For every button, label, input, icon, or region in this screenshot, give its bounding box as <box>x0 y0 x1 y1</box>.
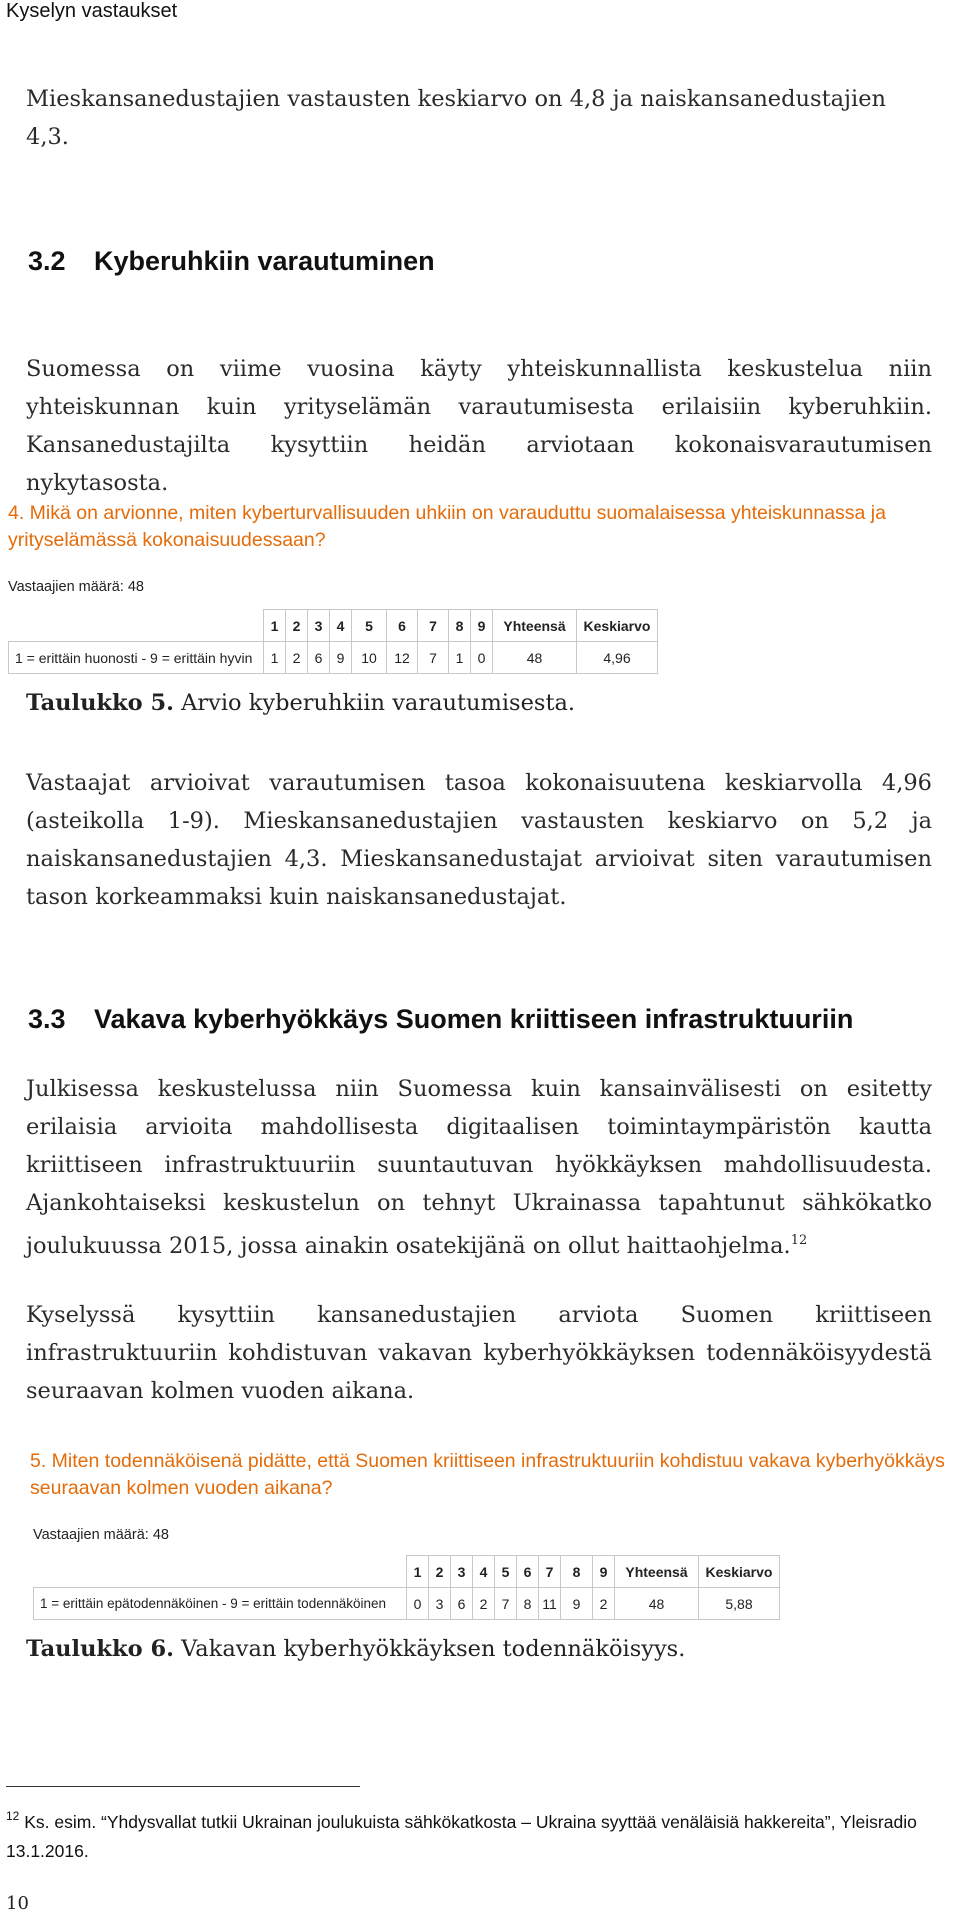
table-corner-cell <box>9 610 264 642</box>
section-3-3-paragraph-2: Kyselyssä kysyttiin kansanedustajien arviota Suomen kriittiseen infrastruktuuriin kohdistuvan vakavan kyberhyökkäyksen todennäköisyydestä seuraavan kolmen vuoden aikana. <box>26 1302 932 1404</box>
table-header-cell: 3 <box>308 610 330 642</box>
caption-label: Taulukko 5. <box>26 690 174 716</box>
caption-label: Taulukko 6. <box>26 1636 174 1662</box>
table-cell: 9 <box>330 642 352 674</box>
table-row <box>9 642 658 674</box>
table-cell: 10 <box>352 642 387 674</box>
table-5-caption <box>26 690 575 716</box>
table-cell: 5,88 <box>699 1588 780 1620</box>
table-cell: 11 <box>539 1588 561 1620</box>
table-cell: 6 <box>308 642 330 674</box>
table-cell: 48 <box>615 1588 699 1620</box>
table-row <box>34 1588 780 1620</box>
table-header-cell: 8 <box>449 610 471 642</box>
table-cell: 2 <box>473 1588 495 1620</box>
results-table-4 <box>8 609 658 674</box>
table-header-cell: Keskiarvo <box>577 610 658 642</box>
table-header-cell: 2 <box>286 610 308 642</box>
footnote <box>6 1802 951 1866</box>
table-header-cell: 3 <box>451 1556 473 1588</box>
section-number: 3.2 <box>28 246 66 276</box>
table-header-cell: 4 <box>473 1556 495 1588</box>
table-cell: 2 <box>286 642 308 674</box>
table-cell: 8 <box>517 1588 539 1620</box>
table-header-cell: 9 <box>471 610 493 642</box>
table-header-cell: 5 <box>495 1556 517 1588</box>
table-cell: 1 <box>264 642 286 674</box>
section-title: Kyberuhkiin varautuminen <box>94 246 435 276</box>
table-header-cell: Keskiarvo <box>699 1556 780 1588</box>
respondent-count: Vastaajien määrä: 48 <box>8 579 144 595</box>
table-cell: 12 <box>387 642 418 674</box>
footnote-divider <box>6 1786 360 1787</box>
table-cell: 9 <box>561 1588 593 1620</box>
section-3-2-paragraph: Suomessa on viime vuosina käyty yhteiskunnallista keskustelua niin yhteiskunnan kuin yrityselämän varautumisesta erilaisiin kyberuhkiin. Kansanedustajilta kysyttiin heidän arviotaan kokonaisvarautumisen nykytasosta. <box>26 356 932 496</box>
table-cell: 6 <box>451 1588 473 1620</box>
respondent-count: Vastaajien määrä: 48 <box>33 1527 169 1543</box>
results-table-5 <box>33 1555 780 1620</box>
results-paragraph: Vastaajat arvioivat varautumisen tasoa kokonaisuutena keskiarvolla 4,96 (asteikolla 1-9). Mieskansanedustajien vastausten keskiarvo on 5,2 ja naiskansanedustajien 4,3. Mieskansanedustajat arvioivat siten varautumisen tason korkeammaksi kuin naiskansanedustajat. <box>26 770 932 910</box>
table-header-cell: 7 <box>418 610 449 642</box>
table-cell: 3 <box>429 1588 451 1620</box>
survey-question-4: 4. Mikä on arvionne, miten kyberturvallisuuden uhkiin on varauduttu suomalaisessa yhteiskunnassa ja yrityselämässä kokonaisuudessaan? <box>8 502 886 551</box>
running-head: Kyselyn vastaukset <box>6 0 178 22</box>
table-header-cell: 7 <box>539 1556 561 1588</box>
survey-question-5: 5. Miten todennäköisenä pidätte, että Suomen kriittiseen infrastruktuuriin kohdistuu vakava kyberhyökkäys seuraavan kolmen vuoden aikana? <box>30 1450 945 1499</box>
footnote-number: 12 <box>6 1809 20 1823</box>
table-6-caption <box>26 1636 685 1662</box>
section-title: Vakava kyberhyökkäys Suomen kriittiseen infrastruktuuriin <box>94 1004 854 1034</box>
section-3-2-heading <box>28 246 435 277</box>
paragraph-text: Julkisessa keskustelussa niin Suomessa kuin kansainvälisesti on esitetty erilaisia arvioita mahdollisesta digitaalisen toimintaympäristön kautta kriittiseen infrastruktuuriin suuntautuvan hyökkäyksen mahdollisuudesta. Ajankohtaiseksi keskustelun on tehnyt Ukrainassa tapahtunut sähkökatko joulukuussa 2015, jossa ainakin osatekijänä on ollut haittaohjelma. <box>26 1076 932 1259</box>
footnote-reference: 12 <box>790 1233 808 1248</box>
table-cell: 0 <box>471 642 493 674</box>
table-header-cell: Yhteensä <box>493 610 577 642</box>
table-header-cell: 5 <box>352 610 387 642</box>
table-header-cell: 6 <box>387 610 418 642</box>
footnote-text: Ks. esim. “Yhdysvallat tutkii Ukrainan joulukuista sähkökatkosta – Ukraina syyttää venäläisiä hakkereita”, Yleisradio 13.1.2016. <box>6 1812 917 1861</box>
page-number: 10 <box>6 1893 29 1914</box>
table-cell: 7 <box>418 642 449 674</box>
table-cell: 7 <box>495 1588 517 1620</box>
section-number: 3.3 <box>28 1004 66 1034</box>
section-3-3-heading <box>28 1004 853 1035</box>
table-header-cell: 9 <box>593 1556 615 1588</box>
table-header-row <box>34 1556 780 1588</box>
table-cell: 1 <box>449 642 471 674</box>
table-cell: 48 <box>493 642 577 674</box>
table-header-cell: Yhteensä <box>615 1556 699 1588</box>
table-corner-cell <box>34 1556 407 1588</box>
intro-paragraph: Mieskansanedustajien vastausten keskiarvo on 4,8 ja naiskansanedustajien 4,3. <box>26 86 886 150</box>
table-cell: 4,96 <box>577 642 658 674</box>
table-header-cell: 2 <box>429 1556 451 1588</box>
table-header-cell: 1 <box>264 610 286 642</box>
table-row-label: 1 = erittäin epätodennäköinen - 9 = erittäin todennäköinen <box>34 1588 407 1620</box>
table-header-cell: 1 <box>407 1556 429 1588</box>
table-header-row <box>9 610 658 642</box>
table-row-label: 1 = erittäin huonosti - 9 = erittäin hyvin <box>9 642 264 674</box>
table-header-cell: 6 <box>517 1556 539 1588</box>
table-cell: 0 <box>407 1588 429 1620</box>
caption-text: Vakavan kyberhyökkäyksen todennäköisyys. <box>181 1636 686 1662</box>
caption-text: Arvio kyberuhkiin varautumisesta. <box>181 690 576 716</box>
section-3-3-paragraph-1 <box>26 1070 932 1265</box>
table-cell: 2 <box>593 1588 615 1620</box>
table-header-cell: 8 <box>561 1556 593 1588</box>
table-header-cell: 4 <box>330 610 352 642</box>
